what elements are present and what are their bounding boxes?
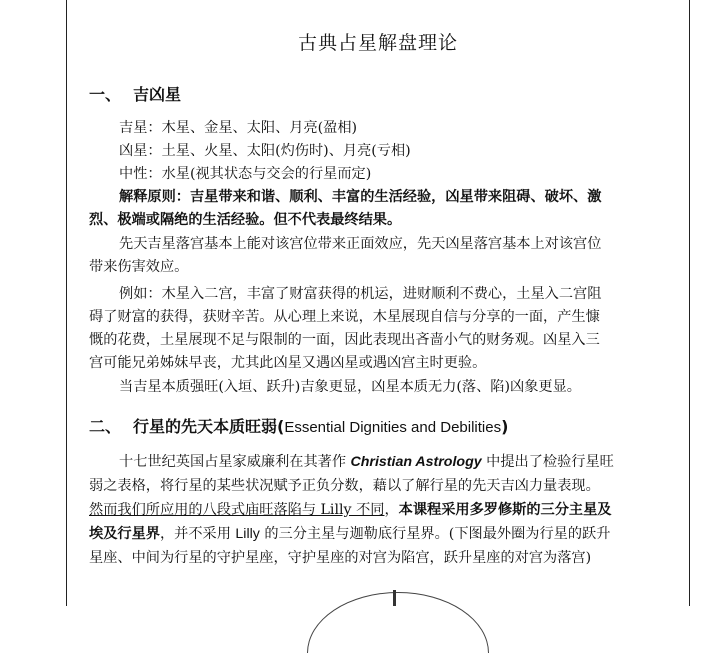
- example-line-4: 宫可能兄弟姊妹早丧，尤其此凶星又遇凶星或遇凶宫主时更验。: [89, 355, 487, 371]
- paragraph-1-line-2: 带来伤害效应。: [89, 259, 189, 275]
- neutral-line: 中性：水星(视其状态与交会的行星而定): [119, 166, 372, 182]
- line-4-lilly: Lilly: [235, 526, 260, 542]
- section-2-line-1: [119, 452, 614, 472]
- example-line-2: 碍了财富的获得，获财辛苦。从心理上来说，木星展现自信与分享的一面，产生慷: [89, 309, 600, 325]
- principle-line-2: 烈、极端或隔绝的生活经验。但不代表最终结果。: [89, 212, 402, 228]
- line-3-bold: 本课程采用多罗修斯的三分主星及: [398, 502, 612, 518]
- benefic-line: 吉星：木星、金星、太阳、月亮(盈相): [119, 120, 358, 136]
- malefic-line: 凶星：土星、火星、太阳(灼伤时)、月亮(亏相): [119, 143, 411, 159]
- section-2-heading: [89, 414, 508, 437]
- section-1-title: 吉凶星: [133, 85, 182, 104]
- section-2-line-4: [89, 524, 610, 544]
- section-2-title-en: Essential Dignities and Debilities: [284, 419, 502, 436]
- book-title: Christian Astrology: [350, 454, 482, 470]
- section-2-line-5: 星座、中间为行星的守护星座，守护星座的对宫为陷宫，跃升星座的对宫为落宫): [89, 550, 592, 566]
- section-2-line-2: 弱之表格，将行星的某些状况赋予正负分数，藉以了解行星的先天吉凶力量表现。: [89, 478, 600, 494]
- document-page: [66, 0, 690, 606]
- line-4-text-a: ，并不采用: [159, 526, 236, 542]
- line-4-text-c: 的三分主星与迦勒底行星界。(下图最外圈为行星的跃升: [259, 526, 611, 542]
- example-line-3: 慨的花费，土星展现不足与限制的一面，因此表现出吝啬小气的财务观。凶星入三: [89, 332, 600, 348]
- example-line-1: 例如：木星入二宫，丰富了财富获得的机运，进财顺利不费心，土星入二宫阻: [119, 286, 602, 302]
- line-4-bold: 埃及行星界: [89, 526, 160, 542]
- section-2-paren-close: ): [501, 417, 509, 436]
- zodiac-wheel-edge: [307, 592, 489, 653]
- underlined-text: 然而我们所应用的八段式庙旺落陷与 Lilly 不同: [89, 502, 385, 518]
- principle-line-1: 解释原则：吉星带来和谐、顺利、丰富的生活经验，凶星带来阻碍、破坏、激: [119, 189, 602, 205]
- wheel-divider-mark: [393, 590, 396, 606]
- page-title: 古典占星解盘理论: [297, 32, 458, 54]
- section-2-line-3: [89, 500, 611, 520]
- line-1-text-b: 中提出了检验行星旺: [481, 454, 614, 470]
- paragraph-1-line-1: 先天吉星落宫基本上能对该宫位带来正面效应，先天凶星落宫基本上对该宫位: [119, 236, 602, 252]
- section-2-number: 二、: [89, 417, 122, 436]
- line-1-text-a: 十七世纪英国占星家威廉利在其著作: [119, 454, 351, 470]
- section-1-number: 一、: [89, 85, 122, 104]
- section-1-heading: [89, 82, 181, 105]
- line-3-comma: ，: [384, 502, 399, 518]
- section-2-paren-open: (: [277, 417, 285, 436]
- section-2-title: 行星的先天本质旺弱: [133, 417, 278, 436]
- paragraph-2: 当吉星本质强旺(入垣、跃升)吉象更显，凶星本质无力(落、陷)凶象更显。: [119, 379, 581, 395]
